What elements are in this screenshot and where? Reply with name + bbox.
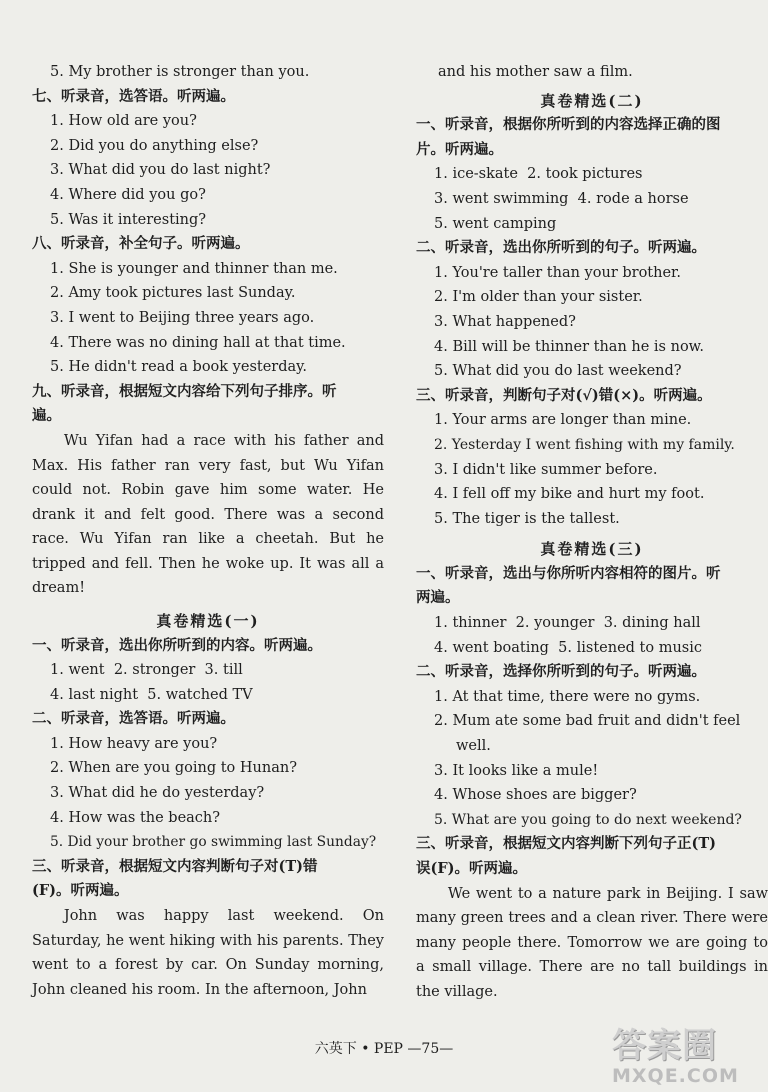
- list-item: 1. went 2. stronger 3. till: [50, 662, 243, 679]
- list-item: 2. Mum ate some bad fruit and didn't feel: [434, 713, 741, 730]
- list-item: 4. Bill will be thinner than he is now.: [434, 338, 704, 355]
- list-item: 5. The tiger is the tallest.: [434, 510, 620, 527]
- list-item: 5. He didn't read a book yesterday.: [50, 359, 308, 376]
- list-item: 3. What happened?: [434, 313, 576, 330]
- list-item: 4. How was the beach?: [50, 809, 221, 826]
- list-item: 1. ice-skate 2. took pictures: [434, 166, 643, 183]
- section-title: 二、听录音，选答语。听两遍。: [32, 710, 235, 728]
- list-item: 4. last night 5. watched TV: [50, 686, 253, 703]
- section-title-cont: (F)。听两遍。: [32, 882, 129, 900]
- section-title: 三、听录音，根据短文内容判断下列句子正(T): [416, 835, 717, 853]
- section-title: 三、听录音，根据短文内容判断句子对(T)错: [32, 857, 318, 875]
- list-item: 1. At that time, there were no gyms.: [434, 688, 701, 705]
- passage-continuation: and his mother saw a film.: [438, 64, 633, 80]
- passage: [416, 882, 768, 1005]
- list-item: 2. Amy took pictures last Sunday.: [50, 285, 296, 302]
- list-item: 3. It looks like a mule!: [434, 762, 599, 779]
- list-item: 1. You're taller than your brother.: [434, 264, 681, 281]
- list-item: 3. went swimming 4. rode a horse: [434, 190, 689, 207]
- section-title: 一、听录音，选出你所听到的内容。听两遍。: [32, 636, 322, 654]
- list-item: 5. What are you going to do next weekend?: [434, 811, 742, 828]
- section-title-cont: 遍。: [32, 407, 61, 425]
- passage-text: John was happy last weekend. On Saturday, he went hiking with his parents. They went to a forest by car. On Sunday morning, John cleaned his room. In the afternoon, John: [32, 908, 384, 998]
- section-title: 八、听录音，补全句子。听两遍。: [32, 235, 250, 253]
- list-item: 4. Whose shoes are bigger?: [434, 787, 637, 804]
- list-item: 4. There was no dining hall at that time.: [50, 334, 346, 351]
- list-item: 3. What did you do last night?: [50, 162, 271, 179]
- list-item: 3. I didn't like summer before.: [434, 461, 658, 478]
- section-title: 二、听录音，选出你所听到的句子。听两遍。: [416, 239, 706, 257]
- list-item: 1. She is younger and thinner than me.: [50, 260, 338, 277]
- list-item: 5. Was it interesting?: [50, 211, 207, 228]
- section-title: 九、听录音，根据短文内容给下列句子排序。听: [32, 382, 337, 400]
- section-title-cont: 误(F)。听两遍。: [416, 860, 528, 877]
- watermark-url: MXQE.COM: [612, 1065, 739, 1087]
- list-item: 4. went boating 5. listened to music: [434, 639, 703, 656]
- passage-text: Wu Yifan had a race with his father and Max. His father ran very fast, but Wu Yifan could not. Robin gave him some water. He drank it and felt good. There was a second race. Wu Yifan ran like a cheetah. But he tripped and fell. Then he woke up. It was all a dream!: [32, 432, 384, 597]
- list-item: 1. thinner 2. younger 3. dining hall: [434, 615, 701, 632]
- section-heading: 真卷精选(二): [540, 91, 644, 110]
- list-item: 4. I fell off my bike and hurt my foot.: [434, 486, 705, 503]
- page-footer: 六英下 • PEP —75—: [314, 1041, 454, 1057]
- list-item: 5. went camping: [434, 215, 557, 232]
- watermark-text: 答案圈: [612, 1026, 717, 1066]
- list-item: 3. What did he do yesterday?: [50, 785, 265, 802]
- list-item: 2. I'm older than your sister.: [434, 289, 643, 306]
- list-item: 5. Did your brother go swimming last Sunday?: [50, 834, 377, 851]
- section-title-cont: 片。听两遍。: [416, 140, 503, 158]
- section-title: 一、听录音，根据你所听到的内容选择正确的图: [416, 116, 721, 134]
- list-item: 1. How heavy are you?: [50, 735, 218, 752]
- section-heading: 真卷精选(三): [540, 540, 644, 559]
- passage: [32, 429, 384, 601]
- list-item: 2. Yesterday I went fishing with my family.: [434, 436, 735, 453]
- list-item: 5. My brother is stronger than you.: [50, 64, 310, 80]
- list-item: 3. I went to Beijing three years ago.: [50, 309, 315, 326]
- left-column: [32, 60, 384, 1002]
- list-item: 1. How old are you?: [50, 113, 197, 130]
- section-title: 二、听录音，选择你所听到的句子。听两遍。: [416, 663, 706, 681]
- section-title: 三、听录音，判断句子对(√)错(×)。听两遍。: [416, 386, 712, 404]
- section-title-cont: 两遍。: [416, 589, 460, 607]
- list-item: 4. Where did you go?: [50, 186, 206, 203]
- list-item-cont: well.: [456, 738, 491, 755]
- passage-text: We went to a nature park in Beijing. I saw many green trees and a clean river. There were many people there. Tomorrow we are going to a small village. There are no tall buildings in the village.: [416, 885, 768, 1000]
- list-item: 1. Your arms are longer than mine.: [434, 412, 692, 429]
- section-title: 一、听录音，选出与你所听内容相符的图片。听: [416, 564, 721, 582]
- section-heading: 真卷精选(一): [156, 611, 260, 630]
- list-item: 2. When are you going to Hunan?: [50, 760, 297, 777]
- passage: [32, 904, 384, 1002]
- watermark-logo: [612, 1026, 762, 1088]
- section-title: 七、听录音，选答语。听两遍。: [32, 87, 235, 105]
- list-item: 5. What did you do last weekend?: [434, 363, 682, 380]
- list-item: 2. Did you do anything else?: [50, 137, 259, 154]
- right-column: [416, 60, 768, 1005]
